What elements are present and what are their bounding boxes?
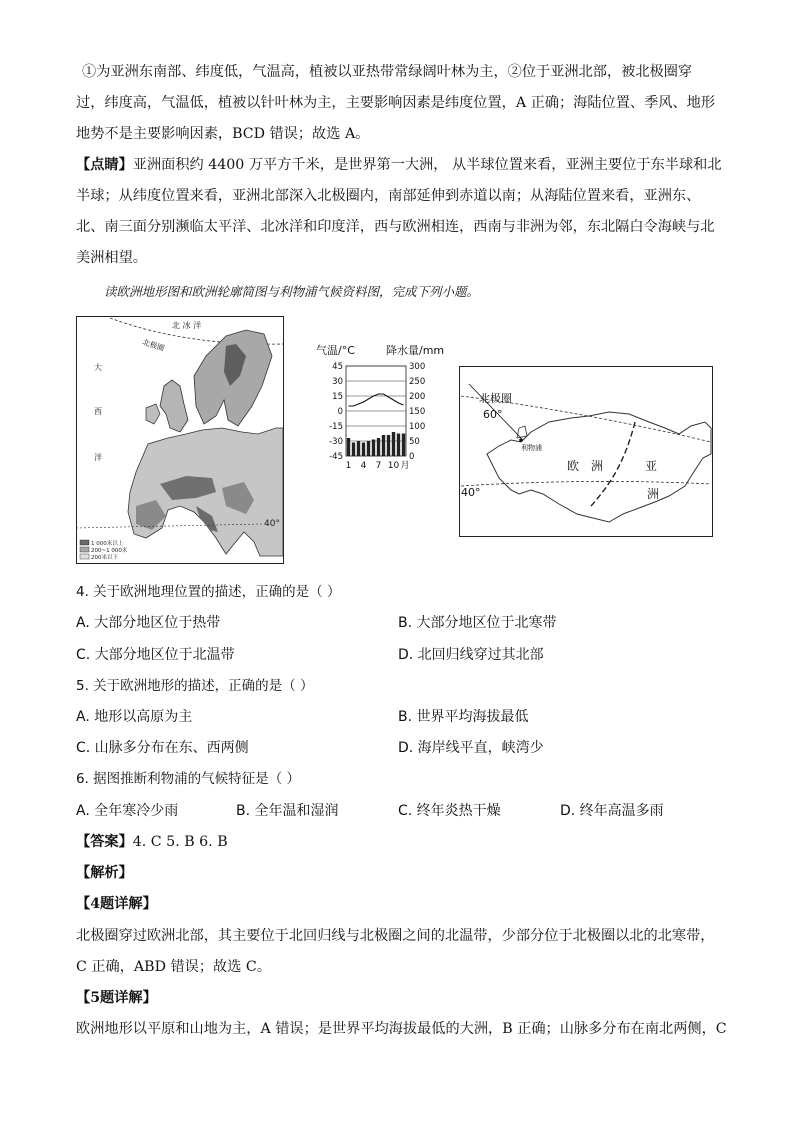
precip-tick-label: 150 xyxy=(409,407,426,417)
precip-bar xyxy=(367,441,370,456)
answer-line xyxy=(76,832,228,852)
legend-label: 200~1 000米 xyxy=(91,548,128,554)
europe-label: 洲 xyxy=(591,459,604,473)
precip-bar xyxy=(382,435,385,456)
ocean-west-label: 大 xyxy=(94,363,102,372)
q5-detail-line: 欧洲地形以平原和山地为主，A 错误；是世界平均海拔最低的大洲，B 正确；山脉多分布在南北两侧，C xyxy=(76,1021,727,1037)
analysis-tag: 【解析】 xyxy=(76,865,133,881)
question-4-stem: 4. 关于欧洲地理位置的描述，正确的是（ ） xyxy=(76,584,341,600)
climate-chart xyxy=(316,342,454,476)
question-4-option-d[interactable]: D. 北回归线穿过其北部 xyxy=(398,647,544,663)
q4-detail-tag: 【4题详解】 xyxy=(76,896,157,912)
q4-detail-line: C 正确，ABD 错误；故选 C。 xyxy=(76,959,271,975)
question-4-option-a[interactable]: A. 大部分地区位于热带 xyxy=(76,615,221,631)
dianjing-line: 半球；从纬度位置来看，亚洲北部深入北极圈内，南部延伸到赤道以南；从海陆位置来看，亚洲东、 xyxy=(76,188,701,204)
question-5-option-a[interactable]: A. 地形以高原为主 xyxy=(76,709,193,725)
ocean-north-label: 北 冰 洋 xyxy=(172,321,202,330)
temp-tick-label: -15 xyxy=(329,422,343,432)
question-6-option-a[interactable]: A. 全年寒冷少雨 xyxy=(76,803,179,819)
precip-bar xyxy=(352,443,355,457)
asia-label: 亚 xyxy=(645,459,658,473)
precip-bar xyxy=(402,434,405,457)
europe-label: 欧 xyxy=(567,459,580,473)
precip-axis-label: 降水量/mm xyxy=(386,344,445,357)
liverpool-label: 利物浦 xyxy=(521,444,542,452)
answer-text: 4. C 5. B 6. B xyxy=(132,834,228,850)
answer-tag: 【答案】 xyxy=(76,834,133,850)
precip-bar xyxy=(387,435,390,456)
temp-axis-label: 气温/°C xyxy=(316,344,355,357)
precip-bar xyxy=(372,440,375,457)
arctic-circle-label: 北极圈 xyxy=(141,337,166,353)
latitude-label: 40° xyxy=(264,519,280,529)
temp-tick-label: -30 xyxy=(329,437,343,447)
dianjing-text: 亚洲面积约 4400 万平方千米，是世界第一大洲， 从半球位置来看，亚洲主要位于东半球和北 xyxy=(132,157,722,173)
month-tick-label: 10 xyxy=(387,461,400,471)
question-5-stem: 5. 关于欧洲地形的描述，正确的是（ ） xyxy=(76,678,314,694)
q5-detail-tag: 【5题详解】 xyxy=(76,990,157,1006)
dianjing-tag: 【点睛】 xyxy=(76,157,133,173)
q4-detail-line: 北极圈穿过欧洲北部，其主要位于北回归线与北极圈之间的北温带，少部分位于北极圈以北的北寒带， xyxy=(76,928,715,944)
precip-tick-label: 200 xyxy=(409,392,426,402)
dianjing-line xyxy=(76,155,722,175)
paragraph-line: 过，纬度高，气温低，植被以针叶林为主，主要影响因素是纬度位置，A 正确；海陆位置、季风、地形 xyxy=(76,95,716,111)
ocean-west-label: 洋 xyxy=(94,453,102,462)
month-tick-label: 7 xyxy=(375,461,382,471)
month-tick-label: 4 xyxy=(360,461,367,471)
asia-label: 洲 xyxy=(647,487,660,501)
arctic-circle-label: 北极圈 xyxy=(479,392,512,405)
question-5-option-c[interactable]: C. 山脉多分布在东、西两侧 xyxy=(76,740,249,756)
precip-bar xyxy=(357,441,360,456)
paragraph-line: ①为亚洲东南部、纬度低，气温高，植被以亚热带常绿阔叶林为主，②位于亚洲北部，被北极圈穿 xyxy=(82,64,693,80)
precip-tick-label: 0 xyxy=(409,452,415,462)
precip-bar xyxy=(392,432,395,456)
precip-tick-label: 300 xyxy=(409,362,426,372)
precip-tick-label: 50 xyxy=(409,437,420,447)
europe-outline-map xyxy=(459,366,713,537)
precip-tick-label: 100 xyxy=(409,422,426,432)
ocean-west-label: 西 xyxy=(94,407,102,416)
temp-tick-label: 30 xyxy=(332,377,343,387)
dianjing-line: 北、南三面分别濒临太平洋、北冰洋和印度洋，西与欧洲相连，西南与非洲为邻，东北隔白令海峡与北 xyxy=(76,219,715,235)
figure-intro: 读欧洲地形图和欧洲轮廓简图与利物浦气候资料图，完成下列小题。 xyxy=(104,284,480,299)
question-6-option-b[interactable]: B. 全年温和湿润 xyxy=(236,803,339,819)
question-6-stem: 6. 据图推断利物浦的气候特征是（ ） xyxy=(76,771,300,787)
precip-bar xyxy=(377,438,380,456)
legend-label: 1 000米以上 xyxy=(91,541,124,547)
paragraph-line: 地势不是主要影响因素，BCD 错误；故选 A。 xyxy=(76,126,370,142)
temp-tick-label: 0 xyxy=(337,407,343,417)
temp-tick-label: 15 xyxy=(332,392,343,402)
month-tick-label: 1 xyxy=(345,461,352,471)
temp-tick-label: -45 xyxy=(329,452,343,462)
temp-tick-label: 45 xyxy=(332,362,343,372)
question-6-option-d[interactable]: D. 终年高温多雨 xyxy=(560,803,664,819)
question-5-option-b[interactable]: B. 世界平均海拔最低 xyxy=(398,709,529,725)
question-6-option-c[interactable]: C. 终年炎热干燥 xyxy=(398,803,501,819)
latitude-label: 60° xyxy=(483,408,503,421)
question-4-option-c[interactable]: C. 大部分地区位于北温带 xyxy=(76,647,235,663)
latitude-label: 40° xyxy=(461,486,481,499)
precip-bar xyxy=(397,434,400,457)
precip-bar xyxy=(362,443,365,457)
question-4-option-b[interactable]: B. 大部分地区位于北寒带 xyxy=(398,615,557,631)
legend-label: 200米以下 xyxy=(91,555,118,561)
precip-tick-label: 250 xyxy=(409,377,426,387)
question-5-option-d[interactable]: D. 海岸线平直，峡湾少 xyxy=(398,740,544,756)
month-unit-label: 月 xyxy=(400,461,410,471)
dianjing-line: 美洲相望。 xyxy=(76,250,147,266)
precip-bar xyxy=(347,438,350,456)
europe-terrain-map xyxy=(76,316,284,564)
